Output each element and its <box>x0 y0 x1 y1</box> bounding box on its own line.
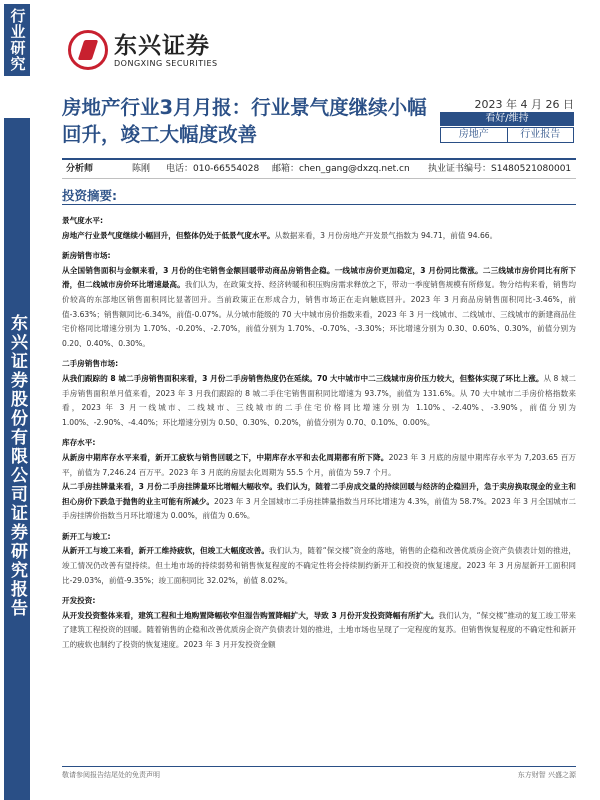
report-tags <box>440 127 574 143</box>
tag-industry: 房地产 <box>441 128 508 142</box>
analyst-role: 分析师 <box>66 164 94 174</box>
section-body: 我们认为，随着“保交楼”资金的落地，销售的企稳和改善优质房企资产负债表计划的推进，竣工情况仍改善有望持续。但土地市场的持续弱势和销售恢复程度的不确定性将会持续制约新开工和投资的恢复速度。2023 年 3 月房屋新开工面积同比-29.03%，前值-9.35%；竣工面积同比 32.02%，前值 8.02%。 <box>62 546 576 585</box>
footer-disclaimer: 敬请参阅报告结尾处的免责声明 <box>62 771 160 779</box>
section-heading: 新开工与竣工: <box>62 531 111 541</box>
summary-title: 投资摘要: <box>62 188 117 203</box>
section-body: 我们认为，在政策支持、经济转暖和积压购房需求释放之下，带动一季度销售规模有所修复。物分结构来看，销售均价较高的东部地区销售面积同比显著回升。当前政策正在形成合力，销售市场正在走向触底回升。2023 年 3 月商品房销售面积同比-3.46%，前值-3.63%；销售额同比-6.34%，前值-0.07%。从分城市能级的 70 大中城市房价指数来看，2023 年 3 月一线城市、二线城市、三线城市的新建商品住宅价格同比增速分别为 1.70%、-0.20%、-2.70%，前值分别为 1.70%、-0.70%、-3.30%；环比增速分别为 0.30、0.60%、0.30%，前值分别为 0.20、0.40%、0.30%。 <box>62 280 576 348</box>
section-heading: 景气度水平: <box>62 216 104 225</box>
summary-divider <box>62 204 576 205</box>
section-body: 2023 年 3 月全国城市二手房挂牌量指数当月环比增速为 4.3%，前值为 58.7%。2023 年 3 月全国城市二手房挂牌价指数当月环比增速为 0.00%，前值为 0.6%。 <box>62 496 576 521</box>
tag-type: 行业报告 <box>520 129 561 140</box>
section-paragraph <box>62 480 576 524</box>
logo-en-text: DONGXING SECURITIES <box>114 58 218 68</box>
section-heading: 新房销售市场: <box>62 251 111 261</box>
section-paragraph <box>62 544 576 588</box>
section-lead: 从新房中期库存水平来看，新开工疲软与销售回暖之下，中期库存水平和去化周期都有所下降。 <box>62 452 389 462</box>
section-body: 2023 年 3 月底的房屋中期库存水平为 7,203.65 百万平，前值为 7,246.24 百万平。2023 年 3 月底的房屋去化周期为 55.5 个月，前值为 59.7 个月。 <box>62 452 577 477</box>
section-heading: 开发投资: <box>62 596 96 606</box>
section-lead: 房地产行业景气度继续小幅回升，但整体仍处于低景气度水平。 <box>62 230 275 240</box>
section-paragraph <box>62 609 576 653</box>
section-body: 从数据来看，3 月份房地产开发景气指数为 94.71，前值 94.66。 <box>274 230 498 240</box>
section-paragraph <box>62 264 576 352</box>
footer-divider <box>62 766 576 767</box>
footer-slogan: 东方财智 兴盛之源 <box>517 771 576 779</box>
section-paragraph <box>62 229 576 244</box>
company-logo <box>68 30 218 70</box>
analyst-email[interactable]: 邮箱：chen_gang@dxzq.net.cn <box>272 164 410 174</box>
sidebar <box>0 0 34 800</box>
section-heading: 库存水平: <box>62 438 96 448</box>
logo-cn-text: 东兴证券 <box>114 32 210 59</box>
analyst-phone: 电话：010-66554028 <box>166 164 260 174</box>
section-lead: 从新开工与竣工来看，新开工维持疲软，但竣工大幅度改善。 <box>62 546 270 556</box>
analyst-bar <box>62 158 576 179</box>
report-title: 房地产行业3月月报：行业景气度继续小幅回升，竣工大幅度改善 <box>62 96 427 146</box>
analyst-cert: 执业证书编号：S1480521080001 <box>428 164 572 174</box>
summary-content <box>62 208 576 653</box>
section-lead: 从开发投资整体来看，建筑工程和土地购置降幅收窄但湿告购置降幅扩大，导致 3 月份开发投资降幅有所扩大。 <box>62 610 439 620</box>
section-lead: 从二手房挂牌量来看，3 月份二手房挂牌量环比增幅大幅收窄。我们认为，随着二手房成交量的持续回暖与经济的企稳回升，急于卖房换取现金的业主和担心房价下跌急于抛售的业主可能有所减少。 <box>62 482 576 506</box>
section-body: 从 8 城二手房销售面积单月值来看，2023 年 3 月我们跟踪的 8 城二手住宅销售面积同比增速为 93.7%，前值为 131.6%。从 70 大中城市二手房价格指数来看，2023 年 3 月一线城市、二线城市、三线城市的二手住宅价格同比增速分别为 1.10%、-2.40%、-3.90%，前值分别为 1.00%、-2.90%、-4.40%；环比增速分别为 0.50、0.30%、0.20%，前值分别为 0.70、0.10%、0.00%。 <box>62 373 576 427</box>
section-body: 我们认为，“保交楼”推动的复工竣工带来了建筑工程投资的回暖。随着销售的企稳和改善优质房企资产负债表计划的推进，土地市场也呈现了一定程度的复苏。但销售恢复程度的不确定性和新开工的疲软也制约了投资的恢复速度。2023 年 3 月开发投资金额 <box>62 610 576 650</box>
report-date: 2023 年 4 月 26 日 <box>474 98 574 111</box>
section-heading: 二手房销售市场: <box>62 359 119 369</box>
logo-mark-icon <box>68 30 108 70</box>
section-paragraph <box>62 451 576 480</box>
sidebar-company-label: 东兴证券股份有限公司证券研究报告 <box>4 118 30 800</box>
rating-badge: 看好/维持 <box>440 112 574 126</box>
section-lead: 从全国销售面积与金额来看，3 月份的住宅销售金额回暖带动商品房销售企稳。一线城市房价更加稳定，3 月份同比微涨。二三线城市房价同比有所下滑，但二线城市房价环比增速最高。 <box>62 265 576 290</box>
analyst-name: 陈刚 <box>132 164 151 174</box>
sidebar-category-label: 行业研究 <box>4 4 30 76</box>
section-lead: 从我们跟踪的 8 城二手房销售面积来看，3 月份二手房销售热度仍在延续。70 大中城市中二三线城市房价压力较大，但整体实现了环比上涨。 <box>62 373 544 383</box>
section-paragraph <box>62 372 576 430</box>
